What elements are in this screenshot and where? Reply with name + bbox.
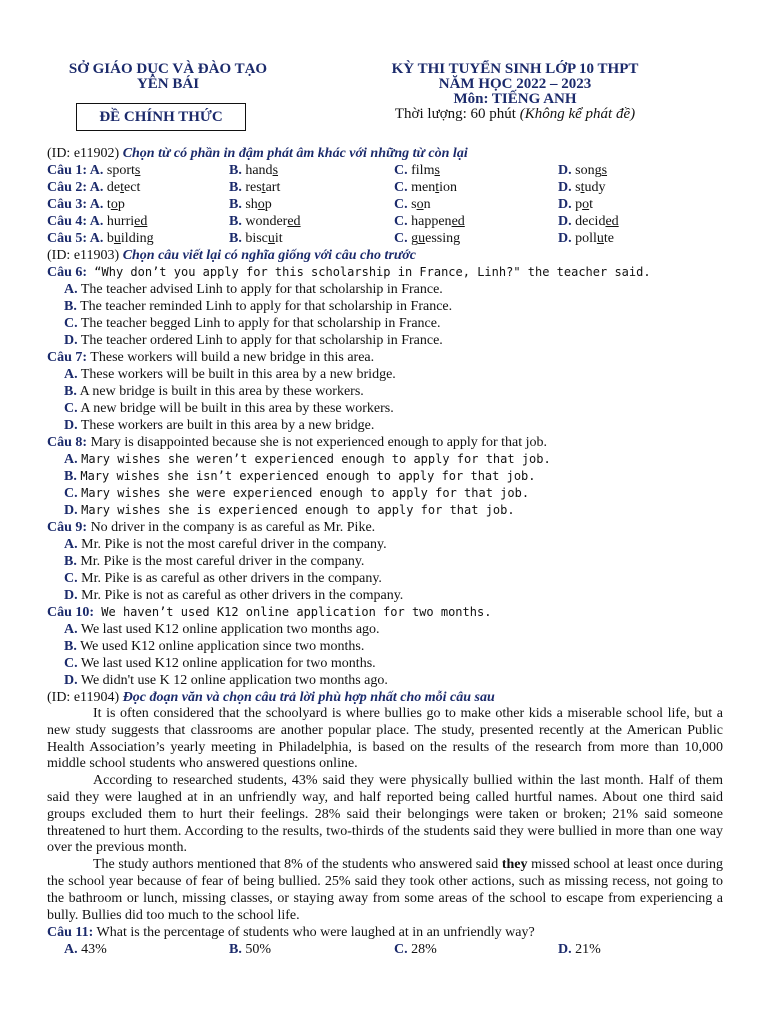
underlined-part: ed bbox=[134, 214, 148, 229]
question-number: Câu 1: bbox=[47, 163, 90, 178]
rewrite-questions bbox=[47, 264, 723, 689]
option-letter: C. bbox=[394, 214, 408, 229]
underlined-part: s bbox=[272, 163, 279, 178]
option-c: C. 28% bbox=[394, 942, 437, 958]
option-c bbox=[47, 485, 723, 502]
option-letter: D. bbox=[64, 333, 78, 348]
underlined-part: ed bbox=[451, 214, 465, 229]
option-c bbox=[47, 315, 723, 332]
option-d bbox=[558, 196, 723, 213]
exam-header bbox=[370, 62, 660, 122]
option-letter: A. bbox=[64, 282, 78, 297]
option-b bbox=[229, 213, 394, 230]
option-letter: A. bbox=[64, 622, 78, 637]
word-part: hurri bbox=[106, 214, 135, 229]
option-letter: D. bbox=[64, 588, 78, 603]
reading-paragraph-2: According to researched students, 43% said they were physically bullied within the last month. Half of them said they were laughed at in an unfriendly way, and half reported being called hurtful names. About one third said groups excluded them to hurt their feelings. 28% said their belongings were taken or broken; 21% said someone threatened to hurt them. According to the results, two-thirds of the students said they were bullied in more than one way over the previous month. bbox=[47, 773, 723, 856]
option-d: D. 21% bbox=[558, 942, 601, 958]
option-text: Mr. Pike is not the most careful driver in the company. bbox=[81, 537, 387, 552]
option-letter: A. bbox=[64, 367, 78, 382]
question-row bbox=[47, 179, 723, 196]
option-b bbox=[47, 638, 723, 655]
question-row bbox=[47, 196, 723, 213]
option-text: Mr. Pike is the most careful driver in the company. bbox=[80, 554, 365, 569]
option-a bbox=[47, 213, 229, 230]
option-text: The teacher advised Linh to apply for that scholarship in France. bbox=[80, 282, 443, 297]
word-part: te bbox=[603, 231, 615, 246]
option-text: Mr. Pike is not as careful as other drivers in the company. bbox=[81, 588, 404, 603]
option-a: A. 43% bbox=[64, 942, 107, 958]
word-part: hand bbox=[245, 163, 273, 178]
option-text: These workers will be built in this area by a new bridge. bbox=[80, 367, 396, 382]
option-letter: C. bbox=[394, 197, 408, 212]
option-d bbox=[47, 672, 723, 689]
option-b bbox=[229, 230, 394, 247]
word-part: wonder bbox=[245, 214, 288, 229]
option-d bbox=[47, 417, 723, 434]
option-a bbox=[47, 451, 723, 468]
option-text: Mary wishes she is experienced enough to apply for that job. bbox=[81, 503, 515, 517]
official-exam-box: ĐỀ CHÍNH THỨC bbox=[76, 103, 246, 131]
exam-duration: Thời lượng: 60 phút (Không kể phát đề) bbox=[394, 106, 636, 122]
option-letter: B. bbox=[229, 163, 242, 178]
option-letter: C. bbox=[394, 231, 408, 246]
question-number: Câu 7: bbox=[47, 350, 88, 365]
option-letter: D. bbox=[558, 180, 572, 195]
option-letter: A. bbox=[89, 180, 104, 195]
word-part: it bbox=[274, 231, 283, 246]
option-letter: A. bbox=[89, 214, 104, 229]
option-text: Mr. Pike is as careful as other drivers in the company. bbox=[81, 571, 382, 586]
option-letter: B. bbox=[64, 384, 77, 399]
question-row bbox=[47, 162, 723, 179]
word-part: udy bbox=[584, 180, 606, 195]
question-11-options bbox=[47, 941, 723, 958]
underlined-part: t bbox=[580, 180, 585, 195]
question-11-stem: Câu 11: What is the percentage of students who were laughed at in an unfriendly way? bbox=[47, 925, 535, 941]
section-2-instruction: Chọn câu viết lại có nghĩa giống với câu cho trước bbox=[122, 248, 417, 263]
option-c bbox=[394, 179, 558, 196]
word-part: de bbox=[106, 180, 121, 195]
option-a bbox=[47, 179, 229, 196]
option-b bbox=[47, 468, 723, 485]
section-3-instruction: Đọc đoạn văn và chọn câu trả lời phù hợp nhất cho mỗi câu sau bbox=[122, 690, 495, 705]
option-c bbox=[47, 570, 723, 587]
option-c bbox=[47, 400, 723, 417]
bold-reference-word: they bbox=[501, 857, 528, 873]
province-name: YÊN BÁI bbox=[136, 76, 200, 92]
question-stem bbox=[47, 264, 723, 281]
option-text: We used K12 online application since two months. bbox=[80, 639, 365, 654]
word-part: poll bbox=[575, 231, 597, 246]
option-letter: D. bbox=[558, 214, 572, 229]
option-a bbox=[47, 230, 229, 247]
option-letter: A. bbox=[89, 197, 104, 212]
question-text: Mary is disappointed because she is not experienced enough to apply for that job. bbox=[87, 435, 547, 450]
word-part: res bbox=[245, 180, 262, 195]
word-part: s bbox=[575, 180, 581, 195]
section-1-instruction: Chọn từ có phần in đậm phát âm khác với những từ còn lại bbox=[122, 146, 468, 161]
option-letter: D. bbox=[64, 673, 78, 688]
question-number: Câu 10: bbox=[47, 605, 95, 620]
word-part: sh bbox=[245, 197, 258, 212]
option-d bbox=[558, 213, 723, 230]
option-letter: C. bbox=[64, 316, 78, 331]
option-a bbox=[47, 281, 723, 298]
option-d bbox=[558, 230, 723, 247]
word-part: essing bbox=[425, 231, 461, 246]
option-d bbox=[47, 502, 723, 519]
option-letter: D. bbox=[64, 503, 78, 518]
question-number: Câu 9: bbox=[47, 520, 88, 535]
option-letter: B. bbox=[64, 554, 77, 569]
reading-paragraph-1: It is often considered that the schoolyard is where bullies go to make other kids a miserable school life, but a new study suggests that classrooms are another popular place. The study, presented recently at the American Public Health Association’s yearly meeting in Philadelphia, is based on the results of the research from more than 10,000 middle school students who answered questions online. bbox=[47, 706, 723, 772]
option-letter: B. bbox=[64, 299, 77, 314]
option-letter: C. bbox=[394, 163, 408, 178]
word-part: p bbox=[117, 197, 125, 212]
underlined-part: o bbox=[416, 197, 424, 212]
word-part: p bbox=[575, 197, 583, 212]
option-text: We didn't use K 12 online application two months ago. bbox=[80, 673, 388, 688]
section-3-heading: (ID: e11904) Đọc đoạn văn và chọn câu trả lời phù hợp nhất cho mỗi câu sau bbox=[47, 690, 495, 705]
question-text: These workers will build a new bridge in this area. bbox=[87, 350, 375, 365]
option-letter: A. bbox=[89, 163, 104, 178]
section-1-heading: (ID: e11902) Chọn từ có phần in đậm phát âm khác với những từ còn lại bbox=[47, 146, 468, 161]
word-part: g bbox=[411, 231, 419, 246]
question-text: We haven’t used K12 online application for two months. bbox=[94, 605, 492, 619]
underlined-part: s bbox=[601, 163, 608, 178]
option-text: We last used K12 online application two months ago. bbox=[80, 622, 380, 637]
question-stem bbox=[47, 519, 723, 536]
option-a bbox=[47, 366, 723, 383]
option-b bbox=[47, 383, 723, 400]
department-header bbox=[40, 62, 296, 92]
question-number: Câu 8: bbox=[47, 435, 88, 450]
option-a bbox=[47, 196, 229, 213]
option-b bbox=[47, 553, 723, 570]
word-part: song bbox=[575, 163, 602, 178]
underlined-part: o bbox=[582, 197, 590, 212]
underlined-part: o bbox=[110, 197, 118, 212]
option-letter: D. bbox=[558, 197, 572, 212]
question-number: Câu 3: bbox=[47, 197, 90, 212]
word-part: ion bbox=[439, 180, 458, 195]
option-text: The teacher begged Linh to apply for that scholarship in France. bbox=[80, 316, 441, 331]
underlined-part: u bbox=[596, 231, 604, 246]
option-c bbox=[394, 196, 558, 213]
word-part: decid bbox=[575, 214, 606, 229]
option-text: A new bridge will be built in this area by these workers. bbox=[80, 401, 394, 416]
option-letter: A. bbox=[89, 231, 104, 246]
word-part: t bbox=[106, 197, 111, 212]
word-part: sport bbox=[106, 163, 135, 178]
option-letter: B. bbox=[64, 639, 77, 654]
question-number: Câu 6: bbox=[47, 265, 88, 280]
option-text: Mary wishes she weren’t experienced enough to apply for that job. bbox=[81, 452, 551, 466]
word-part: bisc bbox=[245, 231, 268, 246]
option-a bbox=[47, 536, 723, 553]
section-2-heading: (ID: e11903) Chọn câu viết lại có nghĩa giống với câu cho trước bbox=[47, 248, 417, 263]
underlined-part: ed bbox=[287, 214, 301, 229]
underlined-part: u bbox=[267, 231, 275, 246]
option-letter: A. bbox=[64, 452, 78, 467]
question-number: Câu 11: bbox=[47, 925, 94, 941]
option-text: Mary wishes she isn’t experienced enough to apply for that job. bbox=[80, 469, 536, 483]
option-a bbox=[47, 621, 723, 638]
option-b bbox=[229, 179, 394, 196]
option-letter: D. bbox=[558, 231, 572, 246]
option-text: The teacher ordered Linh to apply for that scholarship in France. bbox=[80, 333, 443, 348]
option-letter: C. bbox=[64, 656, 78, 671]
question-row bbox=[47, 213, 723, 230]
question-stem bbox=[47, 434, 723, 451]
exam-content bbox=[47, 145, 723, 958]
option-letter: C. bbox=[64, 486, 78, 501]
department-name: SỞ GIÁO DỤC VÀ ĐÀO TẠO bbox=[68, 61, 268, 77]
option-text: We last used K12 online application for two months. bbox=[80, 656, 376, 671]
question-number: Câu 4: bbox=[47, 214, 90, 229]
word-part: n bbox=[423, 197, 431, 212]
duration-note: (Không kể phát đề) bbox=[519, 106, 636, 122]
option-c bbox=[394, 162, 558, 179]
underlined-part: t bbox=[261, 180, 266, 195]
option-b bbox=[229, 162, 394, 179]
option-d bbox=[47, 332, 723, 349]
option-b bbox=[47, 298, 723, 315]
word-part: art bbox=[265, 180, 281, 195]
word-part: t bbox=[589, 197, 594, 212]
word-part: happen bbox=[411, 214, 452, 229]
word-part: ect bbox=[124, 180, 141, 195]
school-year: NĂM HỌC 2022 – 2023 bbox=[438, 76, 592, 92]
question-number: Câu 5: bbox=[47, 231, 90, 246]
word-part: film bbox=[411, 163, 435, 178]
question-number: Câu 2: bbox=[47, 180, 90, 195]
subject: Môn: TIẾNG ANH bbox=[453, 91, 577, 107]
option-text: These workers are built in this area by a new bridge. bbox=[80, 418, 375, 433]
option-c bbox=[394, 213, 558, 230]
option-b bbox=[229, 196, 394, 213]
option-letter: C. bbox=[394, 180, 408, 195]
option-text: A new bridge is built in this area by these workers. bbox=[79, 384, 364, 399]
underlined-part: ed bbox=[605, 214, 619, 229]
word-part: b bbox=[106, 231, 114, 246]
underlined-part: s bbox=[134, 163, 141, 178]
option-d bbox=[558, 162, 723, 179]
option-letter: B. bbox=[229, 197, 242, 212]
option-letter: B. bbox=[229, 214, 242, 229]
option-letter: B. bbox=[229, 231, 242, 246]
word-part: p bbox=[264, 197, 272, 212]
pronunciation-questions bbox=[47, 162, 723, 247]
question-text: “Why don’t you apply for this scholarship in France, Linh?" the teacher said. bbox=[87, 265, 651, 279]
underlined-part: t bbox=[120, 180, 125, 195]
underlined-part: u bbox=[418, 231, 426, 246]
underlined-part: s bbox=[434, 163, 440, 178]
question-stem bbox=[47, 604, 723, 621]
option-letter: A. bbox=[64, 537, 78, 552]
word-part: ilding bbox=[120, 231, 154, 246]
option-letter: D. bbox=[558, 163, 572, 178]
option-c bbox=[394, 230, 558, 247]
question-stem bbox=[47, 349, 723, 366]
underlined-part: t bbox=[435, 180, 440, 195]
option-letter: C. bbox=[64, 571, 78, 586]
option-letter: D. bbox=[64, 418, 78, 433]
underlined-part: u bbox=[113, 231, 121, 246]
option-letter: C. bbox=[64, 401, 78, 416]
underlined-part: o bbox=[257, 197, 265, 212]
reading-paragraph-3: The study authors mentioned that 8% of the students who answered said they missed school at least once during the school year because of fear of being bullied. 25% said they took other actions, such as missing recess, not going to the bathroom or lunch, missing classes, or staying away from some areas of the school to escape from experiencing a bully. Bullies did too much to the school life. bbox=[47, 857, 723, 923]
word-part: s bbox=[411, 197, 417, 212]
option-text: Mary wishes she were experienced enough to apply for that job. bbox=[81, 486, 530, 500]
option-letter: B. bbox=[64, 469, 77, 484]
option-d bbox=[558, 179, 723, 196]
question-text: No driver in the company is as careful as Mr. Pike. bbox=[87, 520, 376, 535]
option-b: B. 50% bbox=[229, 942, 272, 958]
question-row bbox=[47, 230, 723, 247]
option-d bbox=[47, 587, 723, 604]
option-a bbox=[47, 162, 229, 179]
option-text: The teacher reminded Linh to apply for that scholarship in France. bbox=[80, 299, 453, 314]
word-part: men bbox=[411, 180, 436, 195]
option-c bbox=[47, 655, 723, 672]
exam-title: KỲ THI TUYỂN SINH LỚP 10 THPT bbox=[391, 61, 639, 77]
option-letter: B. bbox=[229, 180, 242, 195]
